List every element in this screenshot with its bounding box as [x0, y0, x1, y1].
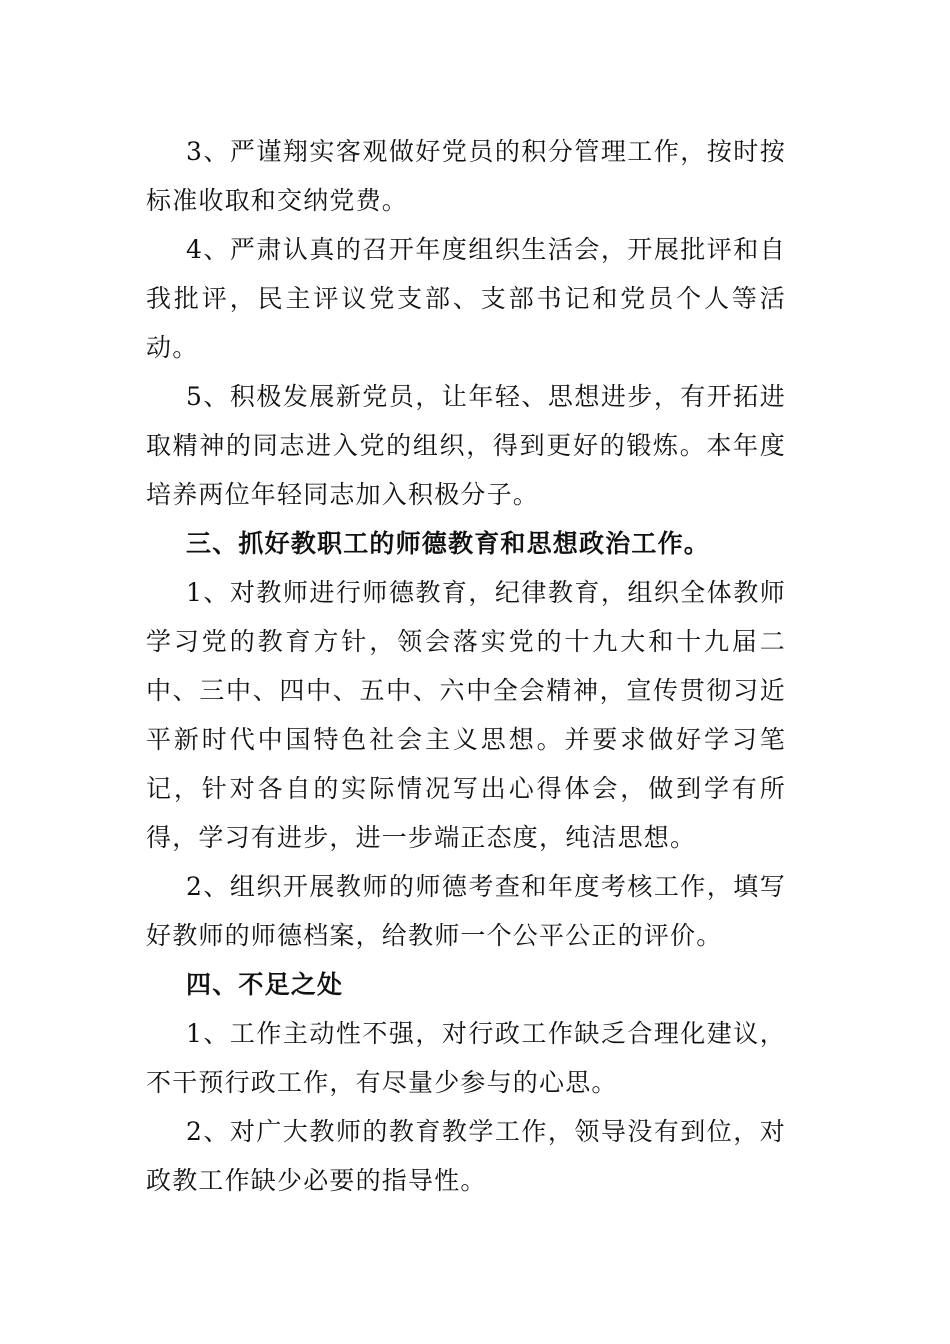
section-heading-3: 三、抓好教职工的师德教育和思想政治工作。 — [186, 529, 711, 558]
document-page — [146, 127, 786, 1205]
paragraph-item-3: 3、严谨翔实客观做好党员的积分管理工作，按时按标准收取和交纳党费。 — [146, 137, 786, 215]
paragraph-section3-item-2: 2、组织开展教师的师德考查和年度考核工作，填写好教师的师德档案，给教师一个公平公正的评价。 — [146, 872, 786, 950]
paragraph-item-5: 5、积极发展新党员，让年轻、思想进步，有开拓进取精神的同志进入党的组织，得到更好的锻炼。本年度培养两位年轻同志加入积极分子。 — [146, 382, 786, 509]
paragraph-item-4: 4、严肃认真的召开年度组织生活会，开展批评和自我批评，民主评议党支部、支部书记和党员个人等活动。 — [146, 235, 786, 362]
paragraph-section4-item-2: 2、对广大教师的教育教学工作，领导没有到位，对政教工作缺少必要的指导性。 — [146, 1117, 786, 1195]
paragraph-section3-item-1: 1、对教师进行师德教育，纪律教育，组织全体教师学习党的教育方针，领会落实党的十九大和十九届二中、三中、四中、五中、六中全会精神，宣传贯彻习近平新时代中国特色社会主义思想。并要求做好学习笔记，针对各自的实际情况写出心得体会，做到学有所得，学习有进步，进一步端正态度，纯洁思想。 — [146, 578, 786, 852]
paragraph-section4-item-1: 1、工作主动性不强，对行政工作缺乏合理化建议，不干预行政工作，有尽量少参与的心思。 — [146, 1019, 786, 1097]
section-heading-4: 四、不足之处 — [186, 970, 344, 999]
